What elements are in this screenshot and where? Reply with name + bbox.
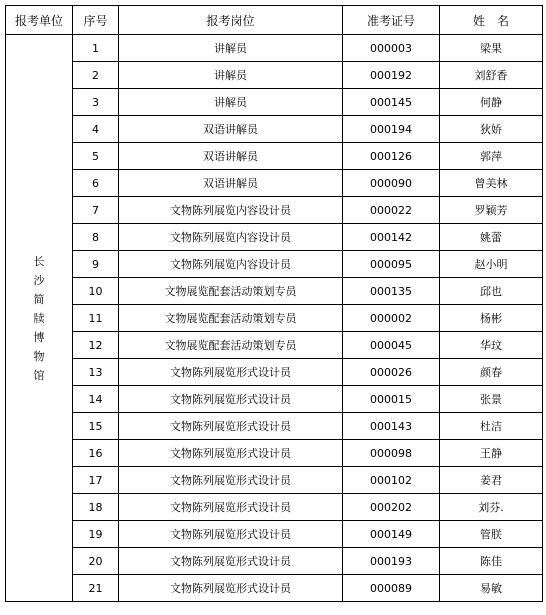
roster-body <box>6 35 543 602</box>
ticket-cell: 000090 <box>343 170 440 197</box>
ticket-cell: 000194 <box>343 116 440 143</box>
position-cell: 文物陈列展览形式设计员 <box>119 359 343 386</box>
position-cell: 文物展览配套活动策划专员 <box>119 305 343 332</box>
seq-cell: 8 <box>73 224 119 251</box>
name-cell: 华玟 <box>440 332 543 359</box>
header-position: 报考岗位 <box>119 6 343 35</box>
position-cell: 讲解员 <box>119 89 343 116</box>
position-cell: 文物陈列展览内容设计员 <box>119 224 343 251</box>
name-cell: 邱也 <box>440 278 543 305</box>
header-ticket: 准考证号 <box>343 6 440 35</box>
position-cell: 文物陈列展览内容设计员 <box>119 251 343 278</box>
unit-label: 长沙简牍博物馆 <box>33 254 45 382</box>
ticket-cell: 000045 <box>343 332 440 359</box>
position-cell: 文物陈列展览形式设计员 <box>119 575 343 602</box>
position-cell: 文物展览配套活动策划专员 <box>119 332 343 359</box>
ticket-cell: 000142 <box>343 224 440 251</box>
table-row <box>6 575 543 602</box>
table-row <box>6 359 543 386</box>
table-row <box>6 251 543 278</box>
table-row <box>6 278 543 305</box>
name-cell: 管朕 <box>440 521 543 548</box>
ticket-cell: 000089 <box>343 575 440 602</box>
ticket-cell: 000003 <box>343 35 440 62</box>
seq-cell: 3 <box>73 89 119 116</box>
seq-cell: 13 <box>73 359 119 386</box>
name-cell: 狄娇 <box>440 116 543 143</box>
table-row <box>6 305 543 332</box>
seq-cell: 18 <box>73 494 119 521</box>
seq-cell: 15 <box>73 413 119 440</box>
name-cell: 梁果 <box>440 35 543 62</box>
table-row <box>6 197 543 224</box>
name-cell: 赵小明 <box>440 251 543 278</box>
seq-cell: 2 <box>73 62 119 89</box>
seq-cell: 6 <box>73 170 119 197</box>
seq-cell: 12 <box>73 332 119 359</box>
position-cell: 双语讲解员 <box>119 143 343 170</box>
table-row <box>6 548 543 575</box>
ticket-cell: 000095 <box>343 251 440 278</box>
ticket-cell: 000149 <box>343 521 440 548</box>
seq-cell: 20 <box>73 548 119 575</box>
position-cell: 文物陈列展览形式设计员 <box>119 440 343 467</box>
header-name: 姓 名 <box>440 6 543 35</box>
seq-cell: 11 <box>73 305 119 332</box>
table-row <box>6 224 543 251</box>
seq-cell: 16 <box>73 440 119 467</box>
table-row <box>6 332 543 359</box>
table-row <box>6 62 543 89</box>
name-cell: 颜春 <box>440 359 543 386</box>
seq-cell: 17 <box>73 467 119 494</box>
position-cell: 文物展览配套活动策划专员 <box>119 278 343 305</box>
ticket-cell: 000193 <box>343 548 440 575</box>
name-cell: 张景 <box>440 386 543 413</box>
position-cell: 文物陈列展览形式设计员 <box>119 386 343 413</box>
table-row <box>6 494 543 521</box>
ticket-cell: 000192 <box>343 62 440 89</box>
table-row <box>6 521 543 548</box>
name-cell: 姜君 <box>440 467 543 494</box>
ticket-cell: 000022 <box>343 197 440 224</box>
table-row <box>6 467 543 494</box>
ticket-cell: 000202 <box>343 494 440 521</box>
ticket-cell: 000002 <box>343 305 440 332</box>
ticket-cell: 000026 <box>343 359 440 386</box>
name-cell: 郭萍 <box>440 143 543 170</box>
seq-cell: 4 <box>73 116 119 143</box>
table-row <box>6 143 543 170</box>
name-cell: 杜洁 <box>440 413 543 440</box>
name-cell: 曾美林 <box>440 170 543 197</box>
name-cell: 刘芬. <box>440 494 543 521</box>
position-cell: 讲解员 <box>119 62 343 89</box>
seq-cell: 5 <box>73 143 119 170</box>
header-row <box>6 6 543 35</box>
ticket-cell: 000015 <box>343 386 440 413</box>
unit-cell <box>6 35 73 602</box>
seq-cell: 14 <box>73 386 119 413</box>
table-row <box>6 440 543 467</box>
name-cell: 易敏 <box>440 575 543 602</box>
position-cell: 文物陈列展览形式设计员 <box>119 467 343 494</box>
name-cell: 刘舒香 <box>440 62 543 89</box>
position-cell: 文物陈列展览内容设计员 <box>119 197 343 224</box>
ticket-cell: 000126 <box>343 143 440 170</box>
table-row <box>6 170 543 197</box>
table-row <box>6 116 543 143</box>
seq-cell: 21 <box>73 575 119 602</box>
ticket-cell: 000145 <box>343 89 440 116</box>
position-cell: 讲解员 <box>119 35 343 62</box>
header-unit: 报考单位 <box>6 6 73 35</box>
position-cell: 文物陈列展览形式设计员 <box>119 413 343 440</box>
table-row <box>6 413 543 440</box>
position-cell: 文物陈列展览形式设计员 <box>119 494 343 521</box>
position-cell: 双语讲解员 <box>119 116 343 143</box>
ticket-cell: 000098 <box>343 440 440 467</box>
position-cell: 文物陈列展览形式设计员 <box>119 548 343 575</box>
name-cell: 姚蕾 <box>440 224 543 251</box>
table-row <box>6 89 543 116</box>
position-cell: 双语讲解员 <box>119 170 343 197</box>
ticket-cell: 000135 <box>343 278 440 305</box>
name-cell: 杨彬 <box>440 305 543 332</box>
ticket-cell: 000143 <box>343 413 440 440</box>
table-row <box>6 35 543 62</box>
seq-cell: 1 <box>73 35 119 62</box>
table-row <box>6 386 543 413</box>
name-cell: 何静 <box>440 89 543 116</box>
seq-cell: 7 <box>73 197 119 224</box>
roster-table <box>5 5 543 602</box>
seq-cell: 10 <box>73 278 119 305</box>
name-cell: 陈佳 <box>440 548 543 575</box>
ticket-cell: 000102 <box>343 467 440 494</box>
name-cell: 王静 <box>440 440 543 467</box>
seq-cell: 19 <box>73 521 119 548</box>
position-cell: 文物陈列展览形式设计员 <box>119 521 343 548</box>
name-cell: 罗颖芳 <box>440 197 543 224</box>
header-seq: 序号 <box>73 6 119 35</box>
seq-cell: 9 <box>73 251 119 278</box>
